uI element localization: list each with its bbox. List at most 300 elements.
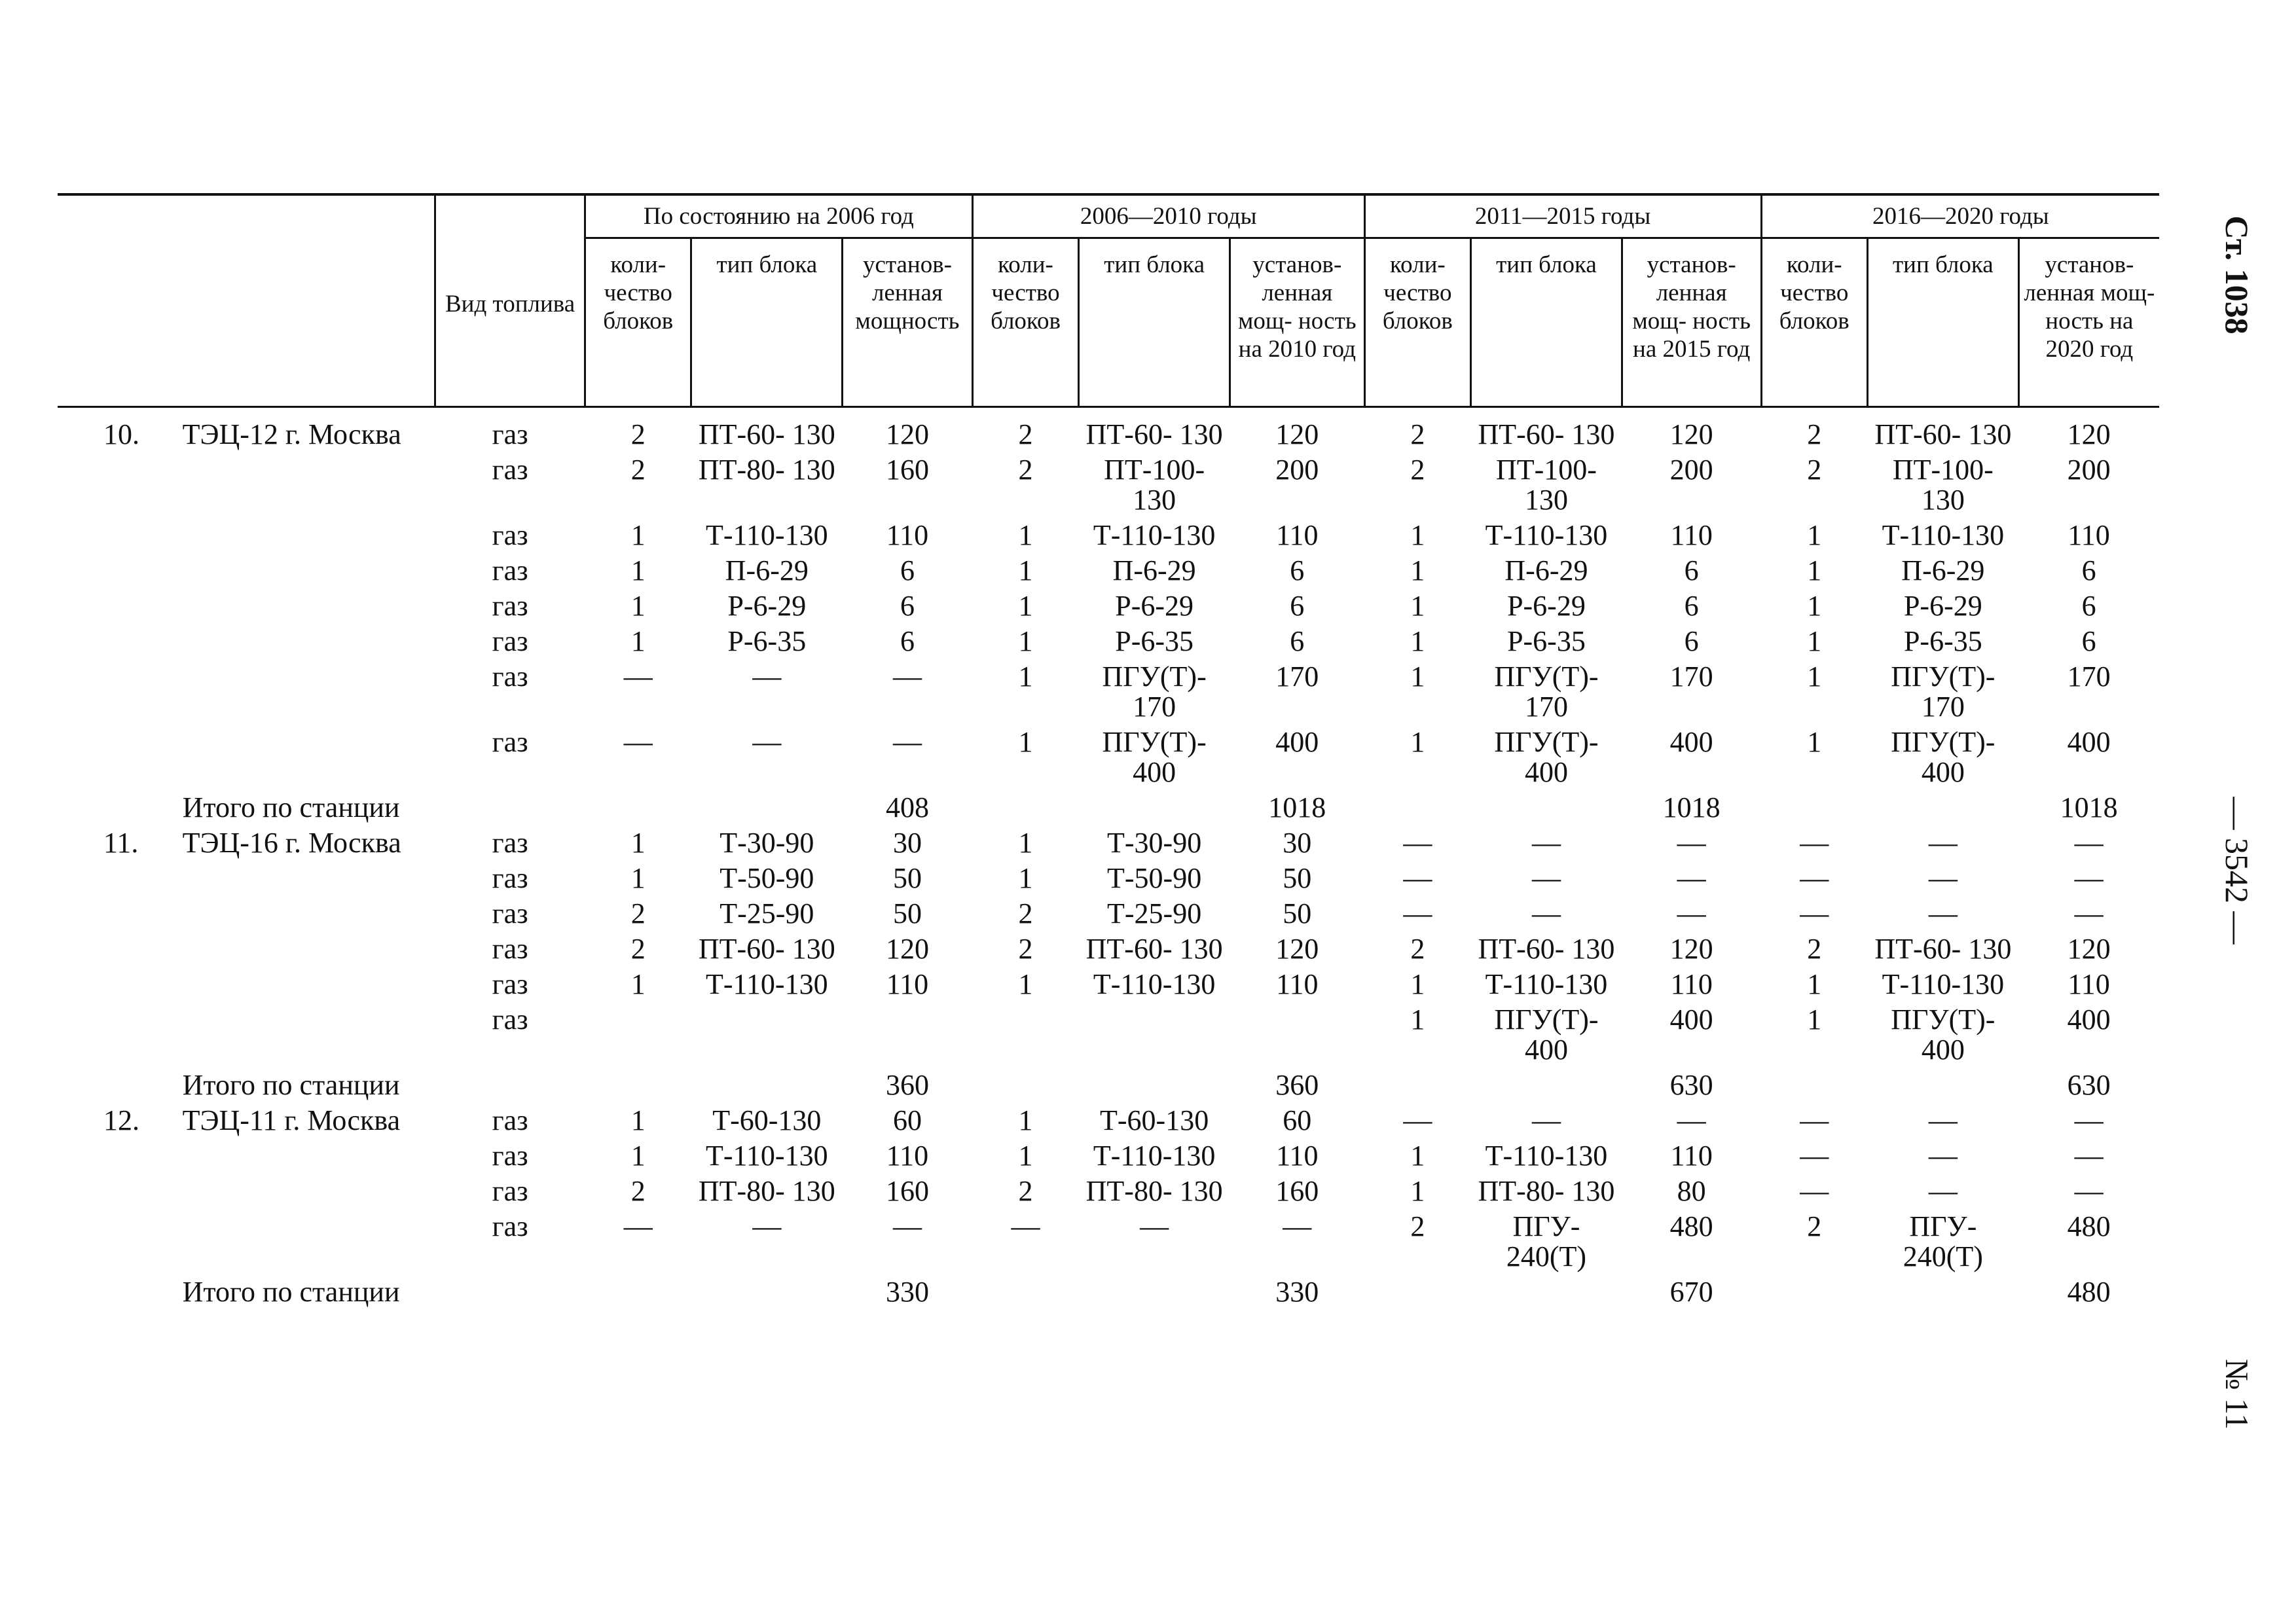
page-reference: Ст. 1038	[2219, 215, 2255, 334]
table-cell: —	[1011, 1210, 1040, 1242]
table-row	[58, 899, 2159, 934]
table-cell: газ	[492, 968, 528, 1000]
table-cell: 200	[2067, 454, 2111, 486]
table-cell	[58, 626, 183, 662]
table-cell	[1868, 1277, 2019, 1312]
table-cell: 1	[630, 625, 646, 657]
table-cell	[58, 1176, 183, 1212]
table-cell: Т-30-90	[1107, 827, 1202, 859]
table-cell: газ	[492, 1140, 528, 1172]
table-cell: Т-60-130	[712, 1104, 822, 1136]
table-cell: 2	[1018, 933, 1033, 965]
table-row	[58, 591, 2159, 626]
table-cell	[1079, 1005, 1230, 1070]
table-cell	[58, 969, 183, 1005]
table-cell: 160	[885, 1175, 929, 1207]
table-cell: Т-110-130	[1093, 1140, 1216, 1172]
table-cell: 6	[2081, 590, 2096, 622]
table-cell	[58, 899, 183, 934]
table-cell	[183, 969, 435, 1005]
header-count: коли- чество блоков	[1761, 238, 1868, 407]
table-cell: 60	[1283, 1104, 1312, 1136]
table-cell: 1	[1410, 519, 1425, 551]
table-row	[58, 863, 2159, 899]
table-cell: 2	[1410, 418, 1425, 450]
header-count: коли- чество блоков	[972, 238, 1079, 407]
table-cell: 400	[1669, 1003, 1713, 1036]
table-cell: Т-110-130	[1093, 519, 1216, 551]
table-cell: ПГУ(Т)- 170	[1102, 660, 1207, 723]
table-cell: Т-50-90	[1107, 862, 1202, 894]
header-station	[58, 195, 435, 407]
table-cell: —	[1928, 1140, 1958, 1172]
table-cell: 2	[1410, 454, 1425, 486]
table-row	[58, 520, 2159, 556]
table-cell: ПТ-60- 130	[1874, 418, 2012, 450]
table-cell: 110	[1670, 519, 1713, 551]
table-cell: ПГУ(Т)- 400	[1494, 726, 1599, 788]
table-cell: газ	[492, 554, 528, 586]
table-cell: —	[1928, 862, 1958, 894]
table-cell: газ	[492, 1175, 528, 1207]
table-cell: 1	[1018, 1140, 1033, 1172]
table-cell: 1	[1807, 625, 1822, 657]
table-cell	[183, 1212, 435, 1277]
table-cell: газ	[492, 827, 528, 859]
table-cell: 1	[630, 554, 646, 586]
table-cell: 2	[1018, 1175, 1033, 1207]
table-cell: газ	[492, 660, 528, 693]
table-row	[58, 1277, 2159, 1312]
table-cell	[1364, 1277, 1471, 1312]
table-cell: —	[1283, 1210, 1312, 1242]
table-cell	[972, 1005, 1079, 1070]
table-cell: П-6-29	[1504, 554, 1588, 586]
table-cell: —	[1677, 827, 1706, 859]
table-cell: 1	[630, 590, 646, 622]
table-cell	[183, 591, 435, 626]
table-cell: —	[1140, 1210, 1169, 1242]
table-cell: 30	[1283, 827, 1312, 859]
table-cell: ПТ-60- 130	[1085, 933, 1223, 965]
table-cell	[58, 863, 183, 899]
table-cell	[58, 793, 183, 828]
table-cell: ПТ-60- 130	[698, 933, 835, 965]
table-cell	[183, 899, 435, 934]
table-row	[58, 407, 2159, 456]
table-cell: —	[892, 726, 922, 758]
table-cell: 360	[1275, 1069, 1319, 1101]
table-cell	[58, 556, 183, 591]
table-cell: 408	[885, 791, 929, 823]
power-stations-table	[58, 195, 2159, 1312]
table-cell	[691, 1070, 843, 1106]
table-cell: 1	[1807, 660, 1822, 693]
table-cell: 110	[1276, 1140, 1319, 1172]
table-cell	[58, 662, 183, 727]
table-cell: 1	[1018, 660, 1033, 693]
table-cell: 1	[1018, 827, 1033, 859]
table-cell: 2	[1018, 454, 1033, 486]
table-cell: Т-110-130	[706, 968, 828, 1000]
table-cell: Р-6-35	[727, 625, 807, 657]
table-cell: 1	[1410, 968, 1425, 1000]
table-cell: газ	[492, 590, 528, 622]
table-cell: 11.	[103, 827, 139, 859]
table-cell: —	[1928, 897, 1958, 929]
table-cell: —	[1403, 1104, 1432, 1136]
table-cell: 6	[1290, 554, 1305, 586]
table-cell	[58, 1070, 183, 1106]
table-cell: 120	[885, 933, 929, 965]
table-cell: 50	[1283, 862, 1312, 894]
table-cell: 400	[1669, 726, 1713, 758]
table-cell: 480	[2067, 1276, 2111, 1308]
table-cell: 60	[892, 1104, 922, 1136]
table-cell: газ	[492, 418, 528, 450]
table-cell: 50	[1283, 897, 1312, 929]
table-cell	[183, 520, 435, 556]
table-cell: 1	[1018, 554, 1033, 586]
table-cell: 200	[1669, 454, 1713, 486]
table-cell	[585, 1005, 691, 1070]
table-row	[58, 969, 2159, 1005]
table-cell	[58, 455, 183, 520]
table-cell: —	[1928, 1175, 1958, 1207]
table-cell: 1018	[2060, 791, 2118, 823]
table-cell: 200	[1275, 454, 1319, 486]
table-cell: Р-6-29	[1507, 590, 1586, 622]
table-cell: 1	[630, 1104, 646, 1136]
table-cell: 2	[1807, 933, 1822, 965]
table-cell: 1	[1410, 660, 1425, 693]
table-cell: —	[892, 660, 922, 693]
table-cell: —	[892, 1210, 922, 1242]
table-row	[58, 793, 2159, 828]
table-cell: ПГУ(Т)- 400	[1891, 1003, 1995, 1066]
table-cell: 480	[2067, 1210, 2111, 1242]
table-cell: 1	[1410, 726, 1425, 758]
table-cell	[183, 1005, 435, 1070]
table-cell: 6	[1684, 554, 1699, 586]
table-cell: ПТ-80- 130	[1085, 1175, 1223, 1207]
table-cell: 120	[1669, 933, 1713, 965]
table-cell	[183, 727, 435, 793]
table-cell	[691, 1005, 843, 1070]
table-cell: ПТ-80- 130	[1478, 1175, 1615, 1207]
table-cell: ПТ-100- 130	[1495, 454, 1597, 516]
table-cell: 1	[1807, 590, 1822, 622]
header-power: установ- ленная мощ- ность на 2010 год	[1230, 238, 1364, 407]
table-cell: 110	[1670, 1140, 1713, 1172]
table-cell: 160	[885, 454, 929, 486]
table-cell: 360	[885, 1069, 929, 1101]
table-row	[58, 1212, 2159, 1277]
table-cell: 120	[1275, 933, 1319, 965]
table-cell: Т-110-130	[706, 1140, 828, 1172]
table-cell	[183, 455, 435, 520]
table-row	[58, 727, 2159, 793]
document-page-number: — 3542 —	[2219, 797, 2255, 945]
table-cell: 6	[1290, 590, 1305, 622]
table-cell: 30	[892, 827, 922, 859]
table-cell: газ	[492, 454, 528, 486]
table-cell: 120	[1275, 418, 1319, 450]
table-cell: ПГУ(Т)- 400	[1494, 1003, 1599, 1066]
header-count: коли- чество блоков	[585, 238, 691, 407]
table-cell: 110	[1276, 519, 1319, 551]
table-cell: 120	[1669, 418, 1713, 450]
table-cell: 1	[1410, 625, 1425, 657]
table-cell: —	[1403, 827, 1432, 859]
table-cell: газ	[492, 933, 528, 965]
table-row	[58, 1005, 2159, 1070]
table-cell: 6	[1684, 590, 1699, 622]
table-cell: —	[1677, 862, 1706, 894]
table-cell: 110	[1670, 968, 1713, 1000]
table-cell	[58, 1141, 183, 1176]
table-cell: —	[2074, 1175, 2104, 1207]
table-cell: Р-6-35	[1903, 625, 1982, 657]
table-row	[58, 934, 2159, 969]
table-cell: 6	[1290, 625, 1305, 657]
table-cell: Р-6-35	[1507, 625, 1586, 657]
table-cell	[1761, 793, 1868, 828]
table-cell: ПТ-80- 130	[698, 454, 835, 486]
table-cell: —	[1677, 897, 1706, 929]
table-cell: 170	[2067, 660, 2111, 693]
table-cell: 1018	[1268, 791, 1326, 823]
table-cell: 80	[1677, 1175, 1706, 1207]
table-cell	[1761, 1070, 1868, 1106]
table-cell: 1	[1018, 519, 1033, 551]
table-cell	[691, 793, 843, 828]
table-cell: ТЭЦ-11 г. Москва	[182, 1104, 401, 1136]
table-cell: 160	[1275, 1175, 1319, 1207]
table-row	[58, 828, 2159, 863]
table-cell	[585, 1277, 691, 1312]
table-cell: —	[1531, 827, 1561, 859]
table-cell	[972, 1277, 1079, 1312]
table-cell: Т-110-130	[1093, 968, 1216, 1000]
table-cell	[1868, 793, 2019, 828]
table-cell: 6	[2081, 554, 2096, 586]
table-cell	[58, 520, 183, 556]
table-cell: Т-50-90	[720, 862, 814, 894]
table-cell: 1	[1018, 1104, 1033, 1136]
table-cell: П-6-29	[725, 554, 809, 586]
table-cell: —	[2074, 1104, 2104, 1136]
table-cell: —	[1800, 827, 1829, 859]
header-power: установ- ленная мощ- ность на 2015 год	[1622, 238, 1761, 407]
table-cell	[435, 793, 585, 828]
table-cell: —	[623, 660, 653, 693]
table-cell: Т-30-90	[720, 827, 814, 859]
table-cell: 1	[630, 1140, 646, 1172]
table-cell	[1079, 793, 1230, 828]
table-cell	[58, 727, 183, 793]
table-cell: 6	[900, 590, 915, 622]
table-cell: ПГУ(Т)- 170	[1891, 660, 1995, 723]
table-cell: 1	[1807, 519, 1822, 551]
table-row	[58, 626, 2159, 662]
table-cell	[1471, 1277, 1622, 1312]
table-cell	[1471, 1070, 1622, 1106]
header-type: тип блока	[1868, 238, 2019, 407]
table-cell: —	[1800, 1140, 1829, 1172]
table-cell: 50	[892, 897, 922, 929]
table-cell	[585, 793, 691, 828]
table-cell	[58, 591, 183, 626]
table-cell: Итого по станции	[182, 791, 400, 823]
table-cell: 2	[630, 418, 646, 450]
table-cell: —	[1403, 897, 1432, 929]
table-cell: 110	[1276, 968, 1319, 1000]
table-cell: Т-110-130	[1485, 968, 1608, 1000]
table-cell: ПТ-60- 130	[1874, 933, 2012, 965]
table-cell	[1364, 1070, 1471, 1106]
table-cell: 480	[1669, 1210, 1713, 1242]
table-cell: —	[1677, 1104, 1706, 1136]
table-cell: 2	[630, 1175, 646, 1207]
table-cell	[58, 1005, 183, 1070]
table-cell: 170	[1275, 660, 1319, 693]
table-cell	[1230, 1005, 1364, 1070]
table-cell: газ	[492, 519, 528, 551]
table-cell: 110	[2068, 968, 2110, 1000]
table-cell: 400	[1275, 726, 1319, 758]
table-cell: 120	[2067, 418, 2111, 450]
table-cell	[1079, 1277, 1230, 1312]
table-cell: —	[752, 660, 782, 693]
table-cell: 2	[630, 933, 646, 965]
header-period-2006: По состоянию на 2006 год	[585, 195, 972, 238]
table-row	[58, 556, 2159, 591]
table-cell: П-6-29	[1112, 554, 1196, 586]
table-cell: 6	[900, 625, 915, 657]
table-cell: ПТ-60- 130	[1478, 418, 1615, 450]
table-cell: 1018	[1662, 791, 1721, 823]
table-cell: —	[1800, 1104, 1829, 1136]
table-cell: —	[1928, 827, 1958, 859]
table-cell: 1	[630, 968, 646, 1000]
table-cell: 10.	[103, 418, 139, 450]
table-cell: ПГУ(Т)- 400	[1102, 726, 1207, 788]
header-power: установ- ленная мощность	[843, 238, 973, 407]
table-cell: 330	[885, 1276, 929, 1308]
table-cell: П-6-29	[1901, 554, 1985, 586]
table-cell: Т-25-90	[1107, 897, 1202, 929]
table-cell: Р-6-29	[1115, 590, 1194, 622]
table-cell: Р-6-29	[1903, 590, 1982, 622]
table-cell: 630	[1669, 1069, 1713, 1101]
table-cell: газ	[492, 1104, 528, 1136]
table-cell: Т-25-90	[720, 897, 814, 929]
table-cell: 1	[1410, 1003, 1425, 1036]
table-cell: ТЭЦ-12 г. Москва	[182, 418, 401, 450]
table-cell	[585, 1070, 691, 1106]
table-cell: 1	[1807, 968, 1822, 1000]
table-cell	[1761, 1277, 1868, 1312]
table-cell: 2	[1807, 454, 1822, 486]
table-cell: 1	[630, 862, 646, 894]
table-cell	[972, 1070, 1079, 1106]
table-row	[58, 1106, 2159, 1141]
table-cell: газ	[492, 862, 528, 894]
table-cell: —	[1531, 897, 1561, 929]
table-cell	[183, 626, 435, 662]
table-cell: 120	[885, 418, 929, 450]
table-cell: —	[623, 1210, 653, 1242]
table-cell: 6	[900, 554, 915, 586]
table-cell: 110	[886, 968, 929, 1000]
table-cell: —	[1800, 1175, 1829, 1207]
table-cell: ПТ-60- 130	[1085, 418, 1223, 450]
table-cell	[691, 1277, 843, 1312]
issue-number: № 11	[2219, 1358, 2255, 1430]
table-row	[58, 1141, 2159, 1176]
table-cell: —	[1403, 862, 1432, 894]
table-cell: ПТ-60- 130	[698, 418, 835, 450]
table-cell: 2	[630, 897, 646, 929]
table-cell	[58, 934, 183, 969]
table-cell: ПТ-60- 130	[1478, 933, 1615, 965]
table-cell	[183, 1176, 435, 1212]
table-cell: 400	[2067, 1003, 2111, 1036]
table-cell: ПГУ(Т)- 400	[1891, 726, 1995, 788]
table-cell: ТЭЦ-16 г. Москва	[182, 827, 401, 859]
table-cell: ПТ-100- 130	[1104, 454, 1205, 516]
table-cell: ПГУ- 240(Т)	[1506, 1210, 1587, 1272]
header-type: тип блока	[1079, 238, 1230, 407]
table-cell: газ	[492, 1003, 528, 1036]
table-cell	[183, 1141, 435, 1176]
table-cell: 1	[630, 827, 646, 859]
table-cell: 1	[1018, 726, 1033, 758]
table-cell: Т-110-130	[1882, 968, 2005, 1000]
table-cell: ПГУ- 240(Т)	[1903, 1210, 1983, 1272]
table-cell: газ	[492, 1210, 528, 1242]
table-cell: газ	[492, 726, 528, 758]
table-cell: 1	[1410, 590, 1425, 622]
table-cell: 1	[1807, 1003, 1822, 1036]
table-cell: 170	[1669, 660, 1713, 693]
table-cell: Т-110-130	[1485, 1140, 1608, 1172]
table-cell: 1	[1018, 968, 1033, 1000]
table-body	[58, 407, 2159, 1313]
table-cell	[1471, 793, 1622, 828]
table-row	[58, 455, 2159, 520]
table-cell: —	[1800, 897, 1829, 929]
table-cell: 110	[2068, 519, 2110, 551]
table-cell: Т-60-130	[1100, 1104, 1209, 1136]
table-cell: 630	[2067, 1069, 2111, 1101]
table-cell: газ	[492, 897, 528, 929]
table-cell: 1	[1807, 554, 1822, 586]
table-cell: 1	[1018, 590, 1033, 622]
table-cell: 670	[1669, 1276, 1713, 1308]
table-cell	[972, 793, 1079, 828]
table-cell: —	[623, 726, 653, 758]
table-cell	[1079, 1070, 1230, 1106]
table-cell: —	[1531, 1104, 1561, 1136]
table-cell: 1	[1018, 862, 1033, 894]
header-fuel: Вид топлива	[435, 195, 585, 407]
table-cell: Т-110-130	[1882, 519, 2005, 551]
table-cell: —	[752, 726, 782, 758]
table-cell: —	[2074, 897, 2104, 929]
table-cell: Итого по станции	[182, 1069, 400, 1101]
